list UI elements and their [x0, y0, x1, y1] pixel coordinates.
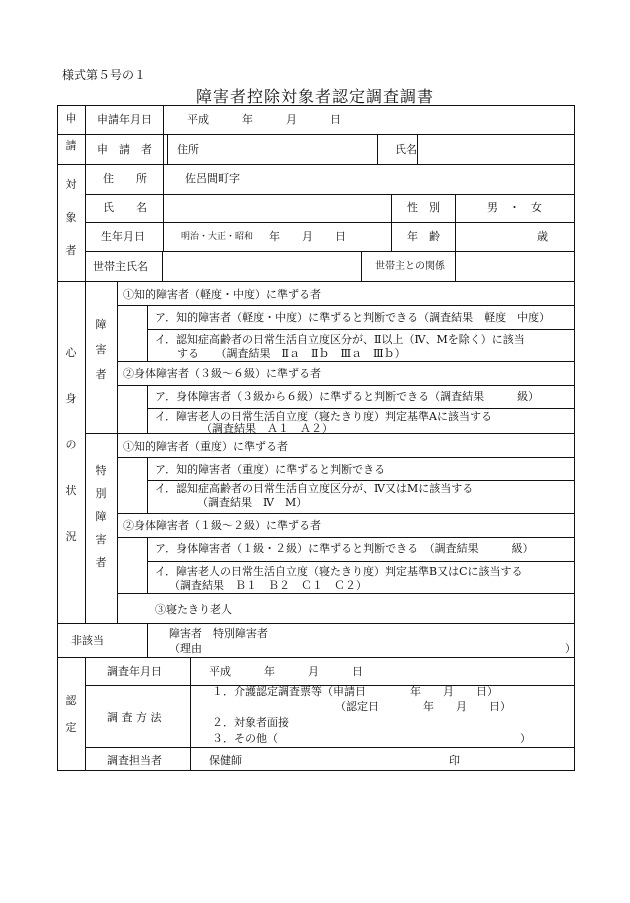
special-item-2b-line2: （調査結果 Ｂ１ Ｂ２ Ｃ１ Ｃ２） — [169, 579, 367, 592]
disabled-item-2a: ア．身体障害者（３級から６級）に準ずると判断できる（調査結果 級） — [155, 390, 540, 403]
applicant-section-label: 申 請 — [65, 112, 77, 152]
era-options: 明治・大正・昭和 — [181, 232, 254, 242]
survey-method-1b: （認定日 年 月 日） — [335, 700, 511, 713]
age-unit: 歳 — [537, 230, 548, 243]
applicant-address-label: 住所 — [177, 143, 199, 156]
disabled-item-1b-line1: イ．認知症高齢者の日常生活自立度区分が、Ⅱ以上（Ⅳ、Mを除く）に該当 — [155, 333, 525, 346]
form-number: 様式第５号の１ — [62, 68, 147, 82]
subject-section-label: 対 象 者 — [65, 178, 77, 257]
subject-address-value: 佐呂間町字 — [185, 172, 240, 185]
special-item-2b-line1: イ．障害老人の日常生活自立度（寝たきり度）判定基準B又はCに該当する — [155, 565, 523, 578]
applicant-label: 申 請 者 — [97, 143, 152, 156]
disabled-item-1b-line2: する （調査結果 Ⅱａ Ⅱｂ Ⅲａ Ⅲｂ） — [177, 347, 406, 360]
subject-address-label: 住 所 — [103, 172, 147, 185]
age-label: 年 齢 — [407, 230, 440, 243]
application-date-label: 申請年月日 — [97, 113, 152, 126]
birthdate-value: 年 月 日 — [269, 230, 346, 243]
applicant-name-label: 氏名 — [395, 143, 417, 156]
surveyor-label: 調査担当者 — [107, 754, 162, 767]
special-item-2a: ア．身体障害者（１級・２級）に準ずると判断できる （調査結果 級） — [155, 542, 534, 555]
survey-date-value: 平成 年 月 日 — [209, 665, 363, 678]
certification-section-label: 認 定 — [65, 694, 77, 734]
survey-method-2: ２．対象者面接 — [212, 716, 289, 729]
special-item-1: ①知的障害者（重度）に準ずる者 — [123, 440, 288, 453]
survey-method-1: １．介護認定調査票等（申請日 年 月 日） — [212, 685, 498, 698]
not-applicable-label: 非該当 — [71, 634, 104, 647]
special-item-1b-line1: イ．認知症高齢者の日常生活自立度区分が、Ⅳ又はMに該当する — [155, 482, 474, 495]
disabled-item-1: ①知的障害者（軽度・中度）に準ずる者 — [123, 288, 321, 301]
survey-method-label: 調 査 方 法 — [107, 711, 162, 724]
householder-name-label: 世帯主氏名 — [93, 260, 148, 273]
not-applicable-reason: （理由 ） — [169, 642, 576, 655]
special-item-3: ③寝たきり老人 — [155, 603, 232, 616]
special-item-1b-line2: （調査結果 Ⅳ M） — [197, 496, 308, 509]
disabled-item-2b-line1: イ．障害老人の日常生活自立度（寝たきり度）判定基準Aに該当する — [155, 410, 492, 423]
seal-mark: 印 — [449, 754, 460, 767]
birthdate-label: 生年月日 — [101, 230, 145, 243]
special-disabled-label: 特 別 障 害 者 — [95, 464, 107, 569]
survey-method-3: ３．その他（ ） — [212, 732, 531, 745]
form-title: 障害者控除対象者認定調査調書 — [195, 87, 434, 106]
sex-label: 性 別 — [407, 201, 440, 214]
subject-name-label: 氏 名 — [103, 201, 147, 214]
condition-section-label: 心 身 の 状 況 — [65, 346, 77, 543]
householder-relation-label: 世帯主との関係 — [375, 261, 445, 272]
disabled-label: 障 害 者 — [95, 318, 107, 381]
application-date-value: 平成 年 月 日 — [187, 113, 341, 126]
survey-date-label: 調査年月日 — [107, 665, 162, 678]
disabled-item-1a: ア．知的障害者（軽度・中度）に準ずると判断できる（調査結果 軽度 中度） — [155, 311, 551, 324]
disabled-item-2b-line2: （調査結果 Ａ１ Ａ２） — [201, 422, 333, 435]
disabled-item-2: ②身体障害者（３級～６級）に準ずる者 — [123, 367, 321, 380]
not-applicable-options: 障害者 特別障害者 — [169, 627, 268, 640]
special-item-1a: ア．知的障害者（重度）に準ずると判断できる — [155, 463, 386, 476]
survey-form-table — [57, 105, 575, 771]
special-item-2: ②身体障害者（１級～２級）に準ずる者 — [123, 519, 321, 532]
surveyor-value: 保健師 — [209, 754, 242, 767]
sex-value: 男 ・ 女 — [487, 201, 542, 214]
